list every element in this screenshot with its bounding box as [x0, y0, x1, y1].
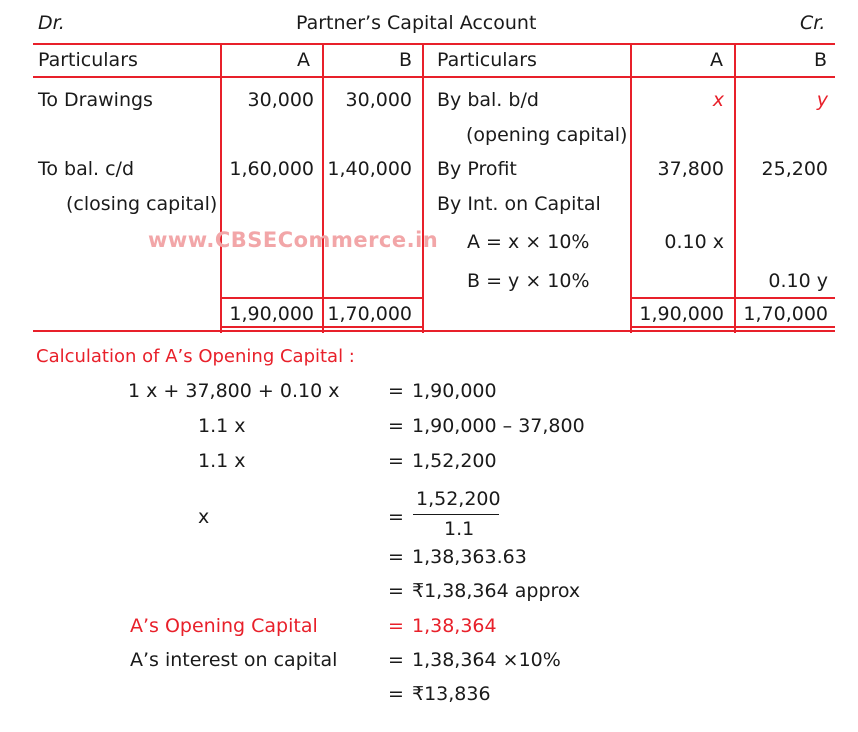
interest-label: By Int. on Capital [437, 193, 601, 215]
cr-label: Cr. [800, 12, 826, 34]
calc-equals: = [388, 683, 404, 705]
account-title: Partner’s Capital Account [296, 12, 537, 34]
balcd-b: 1,40,000 [327, 158, 412, 180]
calc-lhs: 1.1 x [198, 415, 246, 437]
opening-capital-value: 1,38,364 [412, 615, 497, 637]
col-header-particulars: Particulars [38, 49, 138, 71]
credit-total-top-rule [630, 297, 835, 299]
calc-equals: = [388, 506, 404, 528]
calc-equals: = [388, 649, 404, 671]
fraction-bar [413, 514, 499, 515]
calc-lhs: 1 x + 37,800 + 0.10 x [128, 380, 340, 402]
balbd-b: y [816, 89, 828, 111]
opening-capital-label: A’s Opening Capital [130, 615, 318, 637]
calc-rhs: 1,90,000 [412, 380, 497, 402]
interest-b-value: 0.10 y [768, 270, 828, 292]
debit-total-b: 1,70,000 [327, 303, 412, 325]
col-header-a: A [710, 49, 723, 71]
credit-total-double-rule [630, 326, 835, 328]
profit-b: 25,200 [761, 158, 828, 180]
col-header-a: A [297, 49, 310, 71]
credit-total-b: 1,70,000 [743, 303, 828, 325]
header-bottom-rule [33, 76, 835, 78]
column-divider [422, 43, 424, 333]
calc-rhs: 1,52,200 [412, 450, 497, 472]
calc-rhs: 1,38,364 ×10% [412, 649, 561, 671]
balbd-label: By bal. b/d [437, 89, 539, 111]
table-top-rule [33, 43, 835, 45]
calc-equals: = [388, 615, 404, 637]
debit-total-top-rule [220, 297, 422, 299]
col-header-b: B [814, 49, 828, 71]
table-bottom-rule [33, 330, 835, 332]
interest-on-capital-value: ₹13,836 [412, 683, 491, 705]
calc-equals: = [388, 415, 404, 437]
col-header-b: B [399, 49, 413, 71]
col-header-particulars: Particulars [437, 49, 537, 71]
drawings-b: 30,000 [345, 89, 412, 111]
interest-on-capital-label: A’s interest on capital [130, 649, 338, 671]
column-divider [220, 43, 222, 333]
profit-label: By Profit [437, 158, 517, 180]
fraction-denominator: 1.1 [444, 518, 475, 540]
interest-a-value: 0.10 x [664, 231, 724, 253]
dr-label: Dr. [38, 12, 65, 34]
calc-lhs: x [198, 506, 210, 528]
debit-total-double-rule [220, 326, 422, 328]
balcd-a: 1,60,000 [229, 158, 314, 180]
profit-a: 37,800 [657, 158, 724, 180]
calc-rhs: 1,38,363.63 [412, 546, 527, 568]
calc-equals: = [388, 546, 404, 568]
debit-total-a: 1,90,000 [229, 303, 314, 325]
balbd-a: x [712, 89, 724, 111]
balcd-sub: (closing capital) [66, 193, 218, 215]
drawings-a: 30,000 [247, 89, 314, 111]
credit-total-a: 1,90,000 [639, 303, 724, 325]
column-divider [322, 43, 324, 333]
calc-equals: = [388, 380, 404, 402]
calc-equals: = [388, 450, 404, 472]
balcd-label: To bal. c/d [38, 158, 135, 180]
calc-equals: = [388, 580, 404, 602]
calc-rhs: ₹1,38,364 approx [412, 580, 581, 602]
calculation-heading: Calculation of A’s Opening Capital : [36, 346, 355, 367]
calc-lhs: 1.1 x [198, 450, 246, 472]
balbd-sub: (opening capital) [466, 124, 628, 146]
column-divider [630, 43, 632, 333]
drawings-label: To Drawings [38, 89, 153, 111]
interest-b-formula: B = y × 10% [467, 270, 590, 292]
watermark: www.CBSECommerce.in [148, 228, 439, 252]
fraction-numerator: 1,52,200 [416, 488, 501, 510]
calc-rhs: 1,90,000 – 37,800 [412, 415, 585, 437]
interest-a-formula: A = x × 10% [467, 231, 590, 253]
